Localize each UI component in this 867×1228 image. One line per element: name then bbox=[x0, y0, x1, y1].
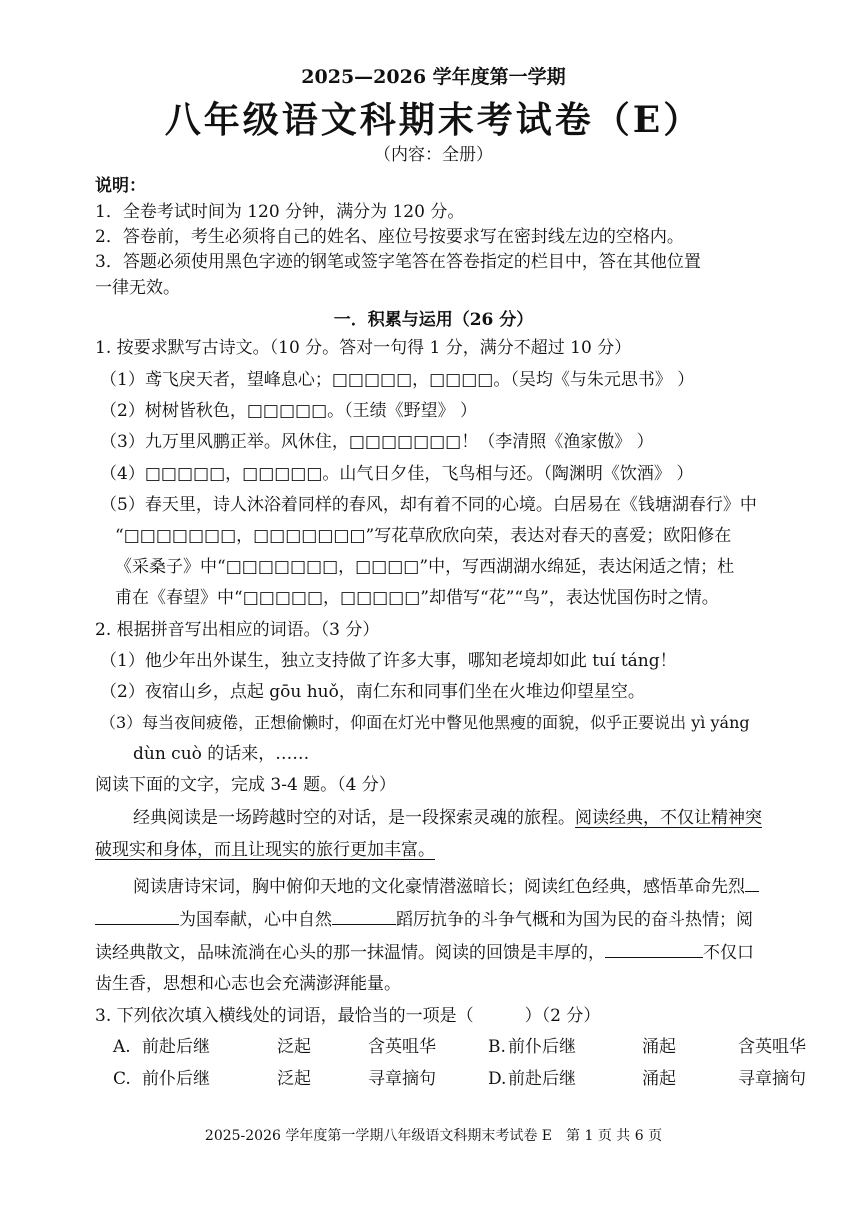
option-d-word-3: 寻章摘句 bbox=[738, 1069, 806, 1089]
option-b-word-3: 含英咀华 bbox=[738, 1037, 806, 1057]
reading-para-2-line-4: 齿生香，思想和心志也会充满澎湃能量。 bbox=[95, 974, 401, 994]
reading-para-2-text-1: 阅读唐诗宋词，胸中俯仰天地的文化豪情潜滋暗长；阅读红色经典，感悟革命先烈 bbox=[133, 877, 745, 897]
option-c-word-1: 前仆后继 bbox=[142, 1069, 210, 1089]
exam-title: 八年级语文科期末考试卷（E） bbox=[164, 99, 703, 141]
blank-3 bbox=[605, 939, 703, 958]
reading-para-1-line-2 bbox=[95, 838, 435, 862]
note-3-cont: 一律无效。 bbox=[95, 278, 180, 298]
reading-para-2-line-3 bbox=[95, 939, 754, 965]
reading-para-2-text-4: 读经典散文，品味流淌在心头的那一抹温情。阅读的回馈是丰厚的， bbox=[95, 943, 605, 963]
underlined-sentence-cont: 破现实和身体，而且让现实的旅行更加丰富。 bbox=[95, 840, 435, 860]
q2-sub-1: （1）他少年出外谋生，独立支持做了许多大事，哪知老境却如此 tuí táng！ bbox=[100, 651, 677, 671]
option-c-letter: C. bbox=[113, 1069, 131, 1089]
reading-para-2-text-3: 蹈厉抗争的斗争气概和为国为民的奋斗热情；阅 bbox=[396, 910, 753, 930]
q1-sub-2: （2）树树皆秋色，□□□□□。（王绩《野望》 ） bbox=[100, 401, 478, 421]
note-1: 1．全卷考试时间为 120 分钟，满分为 120 分。 bbox=[95, 202, 465, 222]
option-b-letter: B. bbox=[488, 1037, 506, 1057]
q1-stem: 1. 按要求默写古诗文。（10 分。答对一句得 1 分，满分不超过 10 分） bbox=[95, 338, 632, 358]
q1-sub-5-line-4: 甫在《春望》中“□□□□□，□□□□□”却借写“花”“鸟”，表达忧国伤时之情。 bbox=[115, 588, 719, 608]
option-d-word-2: 涌起 bbox=[642, 1069, 676, 1089]
q1-sub-3: （3）九万里风鹏正举。风休住，□□□□□□□！（李清照《渔家傲》 ） bbox=[100, 432, 654, 452]
q1-sub-5: （5）春天里，诗人沐浴着同样的春风，却有着不同的心境。白居易在《钱塘湖春行》中 bbox=[100, 495, 757, 515]
q1-sub-5-line-2: “□□□□□□□，□□□□□□□”写花草欣欣向荣，表达对春天的喜爱；欧阳修在 bbox=[115, 526, 732, 546]
reading-para-2-line-2 bbox=[95, 906, 753, 932]
reading-para-2-text-5: 不仅口 bbox=[703, 943, 754, 963]
option-a-letter: A. bbox=[113, 1037, 131, 1057]
option-a-word-3: 含英咀华 bbox=[368, 1037, 436, 1057]
option-c-word-2: 泛起 bbox=[277, 1069, 311, 1089]
reading-stem: 阅读下面的文字，完成 3-4 题。（4 分） bbox=[95, 775, 396, 795]
option-b-word-2: 涌起 bbox=[642, 1037, 676, 1057]
page-footer: 2025-2026 学年度第一学期八年级语文科期末考试卷 E 第 1 页 共 6 页 bbox=[204, 1128, 663, 1144]
exam-year: 2025—2026 学年度第一学期 bbox=[301, 66, 566, 88]
reading-para-1-line-1 bbox=[133, 806, 762, 830]
q2-stem: 2. 根据拼音写出相应的词语。（3 分） bbox=[95, 620, 380, 640]
reading-para-2-line-1 bbox=[133, 873, 759, 899]
reading-plain-text: 经典阅读是一场跨越时空的对话，是一段探索灵魂的旅程。 bbox=[133, 808, 575, 828]
option-d-letter: D. bbox=[488, 1069, 507, 1089]
blank-1 bbox=[95, 906, 179, 925]
q1-sub-4: （4）□□□□□，□□□□□。山气日夕佳，飞鸟相与还。（陶渊明《饮酒》 ） bbox=[100, 464, 694, 484]
note-2: 2．答卷前，考生必须将自己的姓名、座位号按要求写在密封线左边的空格内。 bbox=[95, 227, 684, 247]
q2-sub-2: （2）夜宿山乡，点起 gōu huǒ，南仁东和同事们坐在火堆边仰望星空。 bbox=[100, 682, 645, 702]
option-a-word-1: 前赴后继 bbox=[142, 1037, 210, 1057]
q3-stem: 3. 下列依次填入横线处的词语，最恰当的一项是（ ）（2 分） bbox=[95, 1006, 601, 1026]
q1-sub-5-line-3: 《采桑子》中“□□□□□□□，□□□□”中，写西湖湖水绵延，表达闲适之情；杜 bbox=[115, 557, 735, 577]
underlined-sentence: 阅读经典，不仅让精神突 bbox=[575, 808, 762, 828]
exam-content-note: （内容：全册） bbox=[374, 145, 493, 165]
q1-sub-1: （1）鸢飞戾天者，望峰息心；□□□□□，□□□□。（吴均《与朱元思书》 ） bbox=[100, 370, 695, 390]
option-b-word-1: 前仆后继 bbox=[508, 1037, 576, 1057]
blank-2 bbox=[332, 906, 396, 925]
section-1-title: 一．积累与运用（26 分） bbox=[333, 310, 534, 330]
q2-sub-3-cont: dùn cuò 的话来，…… bbox=[133, 744, 310, 764]
blank-1-start bbox=[745, 873, 759, 892]
note-3: 3．答题必须使用黑色字迹的钢笔或签字笔答在答卷指定的栏目中，答在其他位置 bbox=[95, 252, 701, 272]
q2-sub-3: （3）每当夜间疲倦，正想偷懒时，仰面在灯光中瞥见他黑瘦的面貌，似乎正要说出 yì yáng bbox=[100, 713, 750, 732]
notes-label: 说明： bbox=[95, 176, 146, 196]
option-a-word-2: 泛起 bbox=[277, 1037, 311, 1057]
option-c-word-3: 寻章摘句 bbox=[368, 1069, 436, 1089]
reading-para-2-text-2: 为国奉献，心中自然 bbox=[179, 910, 332, 930]
option-d-word-1: 前赴后继 bbox=[508, 1069, 576, 1089]
